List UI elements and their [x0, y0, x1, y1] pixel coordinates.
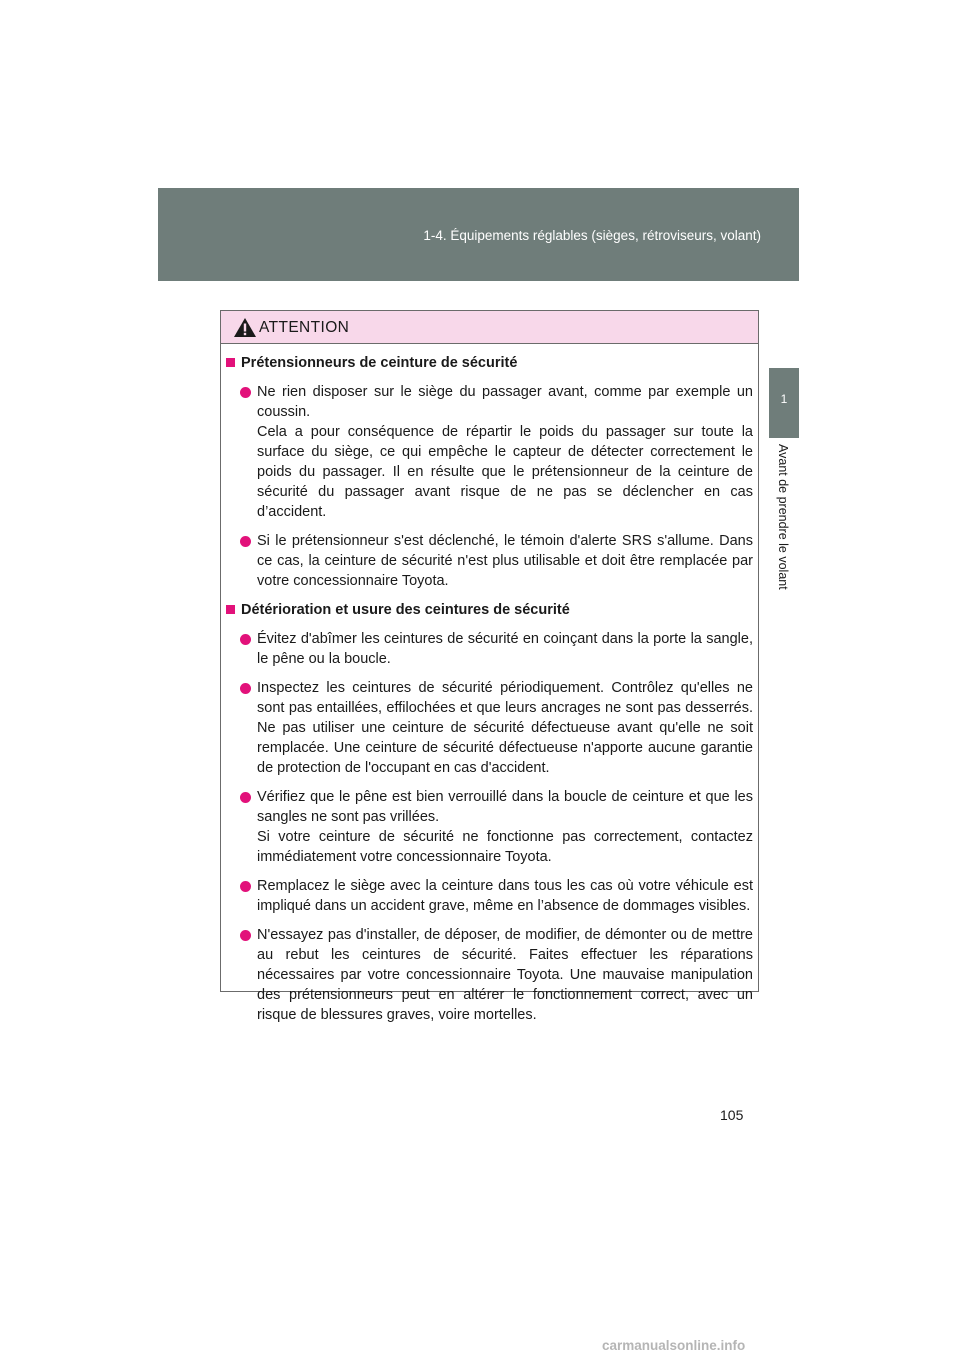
list-item	[225, 629, 753, 669]
round-bullet-icon	[240, 881, 251, 892]
item-paragraph: Si votre ceinture de sécurité ne fonctionne pas correctement, contactez immédiatement votre concessionnaire Toyota.	[257, 829, 753, 865]
warning-title: ATTENTION	[259, 319, 350, 336]
round-bullet-icon	[240, 387, 251, 398]
item-paragraph: Cela a pour conséquence de répartir le poids du passager sur toute la surface du siège, ce qui empêche le capteur de détecter correctement le poids du passager. Il en résulte que le prétensionneur de la ceinture de sécurité du passager avant risque de ne pas se déclencher en cas d’accident.	[257, 424, 753, 520]
square-bullet-icon	[226, 358, 235, 367]
item-paragraph: Vérifiez que le pêne est bien verrouillé dans la boucle de ceinture et que les sangles ne sont pas vrillées.	[257, 789, 753, 825]
round-bullet-icon	[240, 792, 251, 803]
warning-body	[221, 344, 758, 1025]
header-band	[158, 188, 799, 281]
square-bullet-icon	[226, 605, 235, 614]
item-paragraph: Ne rien disposer sur le siège du passager avant, comme par exemple un coussin.	[257, 384, 753, 420]
chapter-number: 1	[780, 392, 788, 406]
item-paragraph: Inspectez les ceintures de sécurité périodiquement. Contrôlez qu'elles ne sont pas entaillées, effilochées et que leurs ancrages ne sont pas desserrés. Ne pas utiliser une ceinture de sécurité défectueuse avant qu'elle ne soit remplacée. Une ceinture de sécurité défectueuse n'apporte aucune garantie de protection de l'occupant en cas d'accident.	[257, 680, 753, 776]
warning-box	[220, 310, 759, 1023]
item-paragraph: N'essayez pas d'installer, de déposer, de modifier, de démonter ou de mettre au rebut les ceintures de sécurité. Faites effectuer les réparations nécessaires par votre concessionnaire Toyota. Une mauvaise manipulation des prétensionneurs peut en altérer le fonctionnement correct, avec un risque de blessures graves, voire mortelles.	[257, 927, 753, 1023]
section-heading-wear	[225, 600, 753, 620]
round-bullet-icon	[240, 536, 251, 547]
section-heading-pretensioners	[225, 353, 753, 373]
list-item	[225, 382, 753, 522]
list-item	[225, 925, 753, 1025]
item-paragraph: Si le prétensionneur s'est déclenché, le témoin d'alerte SRS s'allume. Dans ce cas, la ceinture de sécurité n'est plus utilisable et doit être remplacée par votre concessionnaire Toyota.	[257, 533, 753, 589]
list-item	[225, 787, 753, 867]
round-bullet-icon	[240, 683, 251, 694]
section-title: 1-4. Équipements réglables (sièges, rétroviseurs, volant)	[423, 228, 761, 243]
warning-header	[221, 311, 758, 344]
list-item	[225, 678, 753, 778]
item-paragraph: Évitez d'abîmer les ceintures de sécurité en coinçant dans la porte la sangle, le pêne ou la boucle.	[257, 631, 753, 667]
chapter-label: Avant de prendre le volant	[776, 444, 790, 590]
item-paragraph: Remplacez le siège avec la ceinture dans tous les cas où votre véhicule est impliqué dans un accident grave, même en l’absence de dommages visibles.	[257, 878, 753, 914]
watermark-link[interactable]: carmanualsonline.info	[602, 1338, 746, 1353]
chapter-tab	[769, 368, 799, 438]
round-bullet-icon	[240, 930, 251, 941]
page-number: 105	[720, 1107, 744, 1123]
round-bullet-icon	[240, 634, 251, 645]
list-item	[225, 876, 753, 916]
list-item	[225, 531, 753, 591]
section-heading-text: Prétensionneurs de ceinture de sécurité	[241, 355, 518, 371]
section-heading-text: Détérioration et usure des ceintures de sécurité	[241, 602, 570, 618]
warning-triangle-icon	[233, 317, 257, 338]
